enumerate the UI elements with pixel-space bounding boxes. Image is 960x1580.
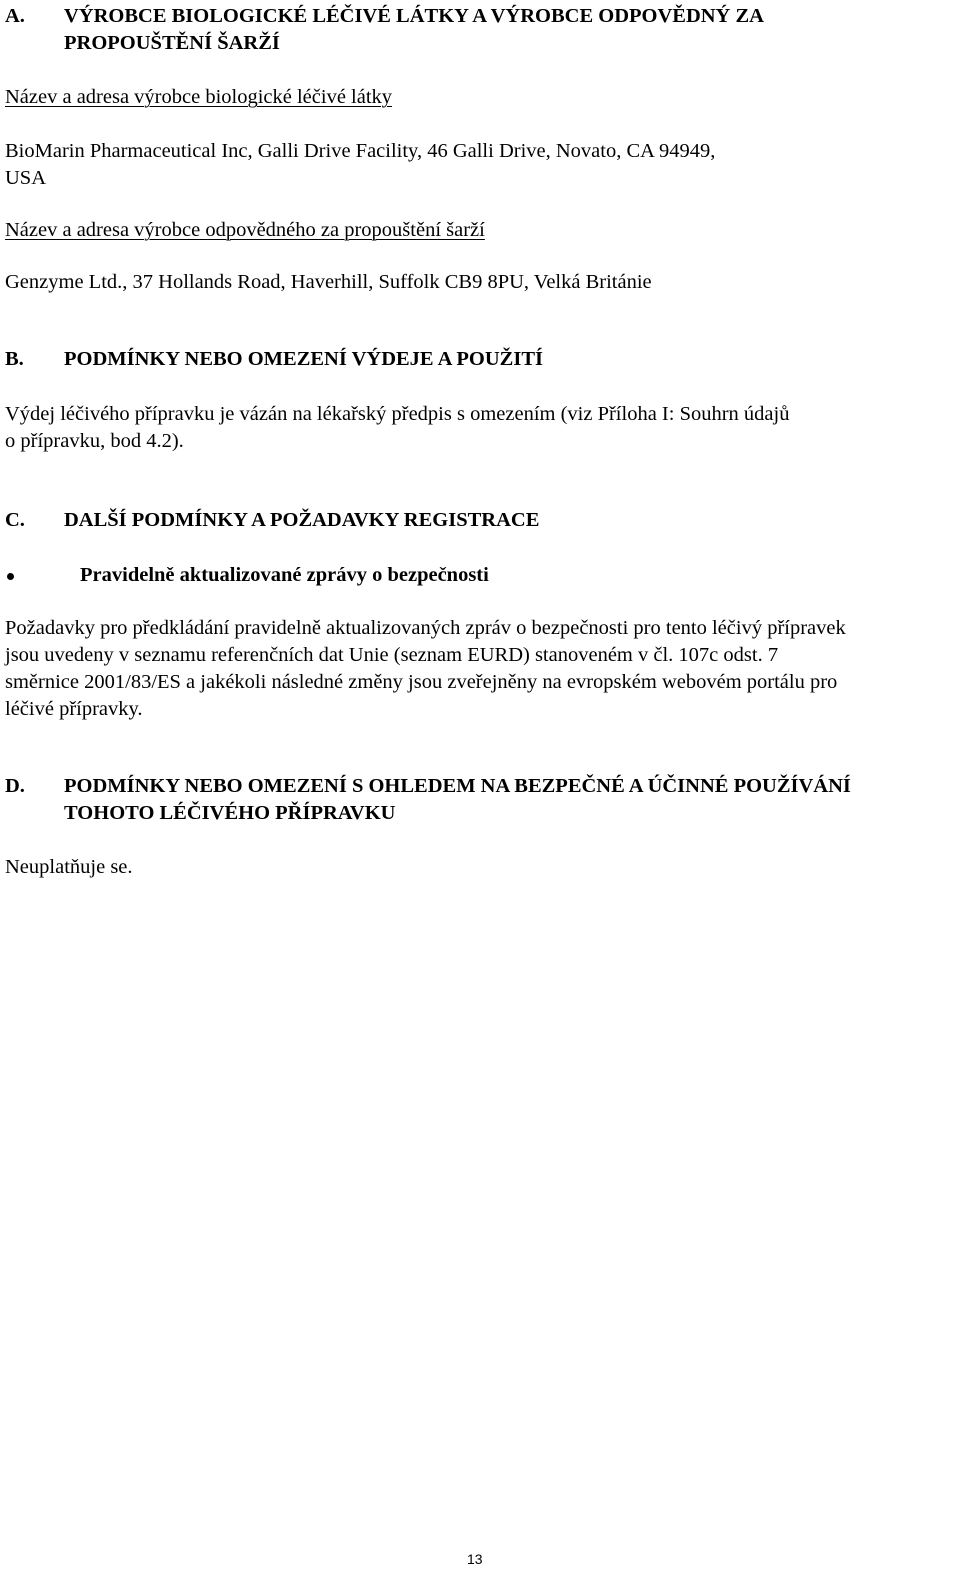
section-b-letter: B.	[5, 348, 24, 370]
section-c-text-line-1: Požadavky pro předkládání pravidelně aktualizovaných zpráv o bezpečnosti pro tento léčivý přípravek	[5, 617, 846, 639]
section-c-text-line-2: jsou uvedeny v seznamu referenčních dat Unie (seznam EURD) stanoveném v čl. 107c odst. 7	[5, 644, 779, 666]
psur-heading: Pravidelně aktualizované zprávy o bezpečnosti	[80, 564, 489, 586]
section-d-letter: D.	[5, 775, 25, 797]
section-b-text-line-1: Výdej léčivého přípravku je vázán na lékařský předpis s omezením (viz Příloha I: Souhrn údajů	[5, 403, 790, 425]
bullet-icon	[7, 573, 14, 580]
release-address: Genzyme Ltd., 37 Hollands Road, Haverhill, Suffolk CB9 8PU, Velká Británie	[5, 271, 652, 293]
section-c-title: DALŠÍ PODMÍNKY A POŽADAVKY REGISTRACE	[64, 509, 540, 531]
section-c-text-line-4: léčivé přípravky.	[5, 698, 143, 720]
manufacturer-heading: Název a adresa výrobce biologické léčivé látky	[5, 86, 393, 108]
section-c-text	[5, 615, 846, 723]
section-c-letter: C.	[5, 509, 25, 531]
section-c-text-line-3: směrnice 2001/83/ES a jakékoli následné změny jsou zveřejněny na evropském webovém portálu pro	[5, 671, 838, 693]
section-b-title: PODMÍNKY NEBO OMEZENÍ VÝDEJE A POUŽITÍ	[64, 348, 543, 370]
section-d-text: Neuplatňuje se.	[5, 856, 133, 878]
section-d-title-line-1: PODMÍNKY NEBO OMEZENÍ S OHLEDEM NA BEZPEČNÉ A ÚČINNÉ POUŽÍVÁNÍ	[64, 775, 851, 797]
section-d-title-line-2: TOHOTO LÉČIVÉHO PŘÍPRAVKU	[64, 802, 396, 824]
section-b-text	[5, 401, 789, 455]
page-number: 13	[467, 1551, 483, 1567]
section-b-text-line-2: o přípravku, bod 4.2).	[5, 430, 184, 452]
section-a-title	[64, 3, 764, 57]
manufacturer-address-line-1: BioMarin Pharmaceutical Inc, Galli Drive Facility, 46 Galli Drive, Novato, CA 94949,	[5, 140, 716, 162]
manufacturer-address	[5, 138, 715, 192]
section-a-title-line-2: PROPOUŠTĚNÍ ŠARŽÍ	[64, 32, 280, 54]
section-a-title-line-1: VÝROBCE BIOLOGICKÉ LÉČIVÉ LÁTKY A VÝROBCE ODPOVĚDNÝ ZA	[64, 5, 764, 27]
section-d-title	[64, 773, 851, 827]
release-heading: Název a adresa výrobce odpovědného za propouštění šarží	[5, 219, 485, 241]
section-a-letter: A.	[5, 5, 25, 27]
manufacturer-address-line-2: USA	[5, 167, 47, 189]
